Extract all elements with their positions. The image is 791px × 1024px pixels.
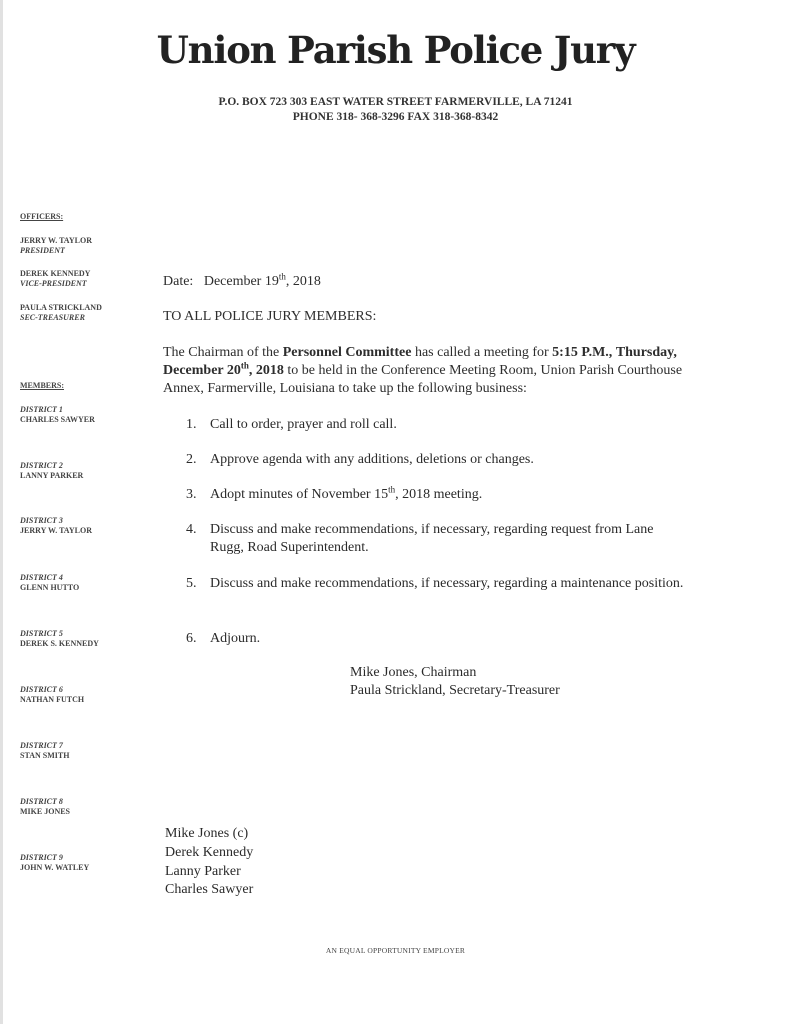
signature-chairman: Mike Jones, Chairman xyxy=(350,665,477,680)
officer-entry: JERRY W. TAYLOR PRESIDENT xyxy=(20,236,92,255)
member-district-entry: DISTRICT 4 GLENN HUTTO xyxy=(20,573,80,592)
member-district-entry: DISTRICT 2 LANNY PARKER xyxy=(20,461,84,480)
member-district-entry: DISTRICT 9 JOHN W. WATLEY xyxy=(20,853,90,872)
officer-entry: DEREK KENNEDY VICE-PRESIDENT xyxy=(20,269,91,288)
letterhead-address: P.O. BOX 723 303 EAST WATER STREET FARMERVILLE, LA 71241 xyxy=(218,96,573,108)
salutation: TO ALL POLICE JURY MEMBERS: xyxy=(163,309,377,324)
members-heading: MEMBERS: xyxy=(20,381,64,390)
member-district-entry: DISTRICT 7 STAN SMITH xyxy=(20,741,70,760)
scan-edge xyxy=(0,0,3,1024)
committee-member: Lanny Parker xyxy=(165,864,241,879)
letterhead-title: Union Parish Police Jury xyxy=(156,28,635,72)
signature-secretary: Paula Strickland, Secretary-Treasurer xyxy=(350,683,560,698)
officer-entry: PAULA STRICKLAND SEC-TREASURER xyxy=(20,303,102,322)
meeting-paragraph: The Chairman of the Personnel Committee has called a meeting for 5:15 P.M., Thursday, December 20th, 2018 to be held in the Conference Meeting Room, Union Parish Courthouse Annex, Farmerville, Louisiana to take up the following business: xyxy=(163,345,683,396)
member-district-entry: DISTRICT 3 JERRY W. TAYLOR xyxy=(20,516,92,535)
member-district-entry: DISTRICT 5 DEREK S. KENNEDY xyxy=(20,629,99,648)
committee-member: Derek Kennedy xyxy=(165,845,254,860)
footer-eoe: AN EQUAL OPPORTUNITY EMPLOYER xyxy=(325,946,466,955)
committee-member: Mike Jones (c) xyxy=(165,826,249,841)
letterhead-phone: PHONE 318- 368-3296 FAX 318-368-8342 xyxy=(292,111,499,123)
member-district-entry: DISTRICT 8 MIKE JONES xyxy=(20,797,71,816)
member-district-entry: DISTRICT 1 CHARLES SAWYER xyxy=(20,405,95,424)
officers-heading: OFFICERS: xyxy=(20,212,64,221)
member-district-entry: DISTRICT 6 NATHAN FUTCH xyxy=(20,685,85,704)
letter-date: Date: December 19th, 2018 xyxy=(163,271,321,289)
committee-member: Charles Sawyer xyxy=(165,882,254,897)
letter-page: Union Parish Police Jury P.O. BOX 723 303 EAST WATER STREET FARMERVILLE, LA 71241 PHONE 318- 368-3296 FAX 318-368-8342 OFFICERS: JERRY W. TAYLOR PRESIDENT DEREK KENNEDY VICE-PRESIDENT PAULA STRICKLAND SEC-TREASURER MEMBERS: DISTRICT 1 CHARLES SAWYER DISTRICT 2 LANNY PARKER DISTRICT 3 JERRY W. TAYLOR DISTRICT 4 GLENN HUTTO DISTRICT 5 DEREK S. KENNEDY DISTRICT 6 NATHAN FUTCH DISTRICT 7 STAN SMITH DISTRICT 8 MIKE JONES DISTRICT 9 JOHN W. WATLEY Date: December 19th, 2018 TO ALL POLICE JURY MEMBERS: The Chairman of the Personnel Committee has called a meeting for 5:15 P.M., Thursday, December 20th, 2018 to be held in the Conference Meeting Room, Union Parish Courthouse Annex, Farmerville, Louisiana to take up the following business: 1. Call to order, prayer and roll call. 2. Approve agenda with any additions, deletions or changes. 3. Adopt minutes of November 15th, 2018 meeting. 4. Discuss and make recommendations, if necessary, regarding request from Lane Rugg, Road Superintendent. 5. Discuss and make recommendations, if necessary, regarding a maintenance position. 6. Adjourn. Mike Jones, Chairman Paula Strickland, Secretary-Treasurer Mike Jones (c) Derek Kennedy Lanny Parker Charles Sawyer AN EQUAL OPPORTUNITY EMPLOYER xyxy=(0,0,791,1024)
